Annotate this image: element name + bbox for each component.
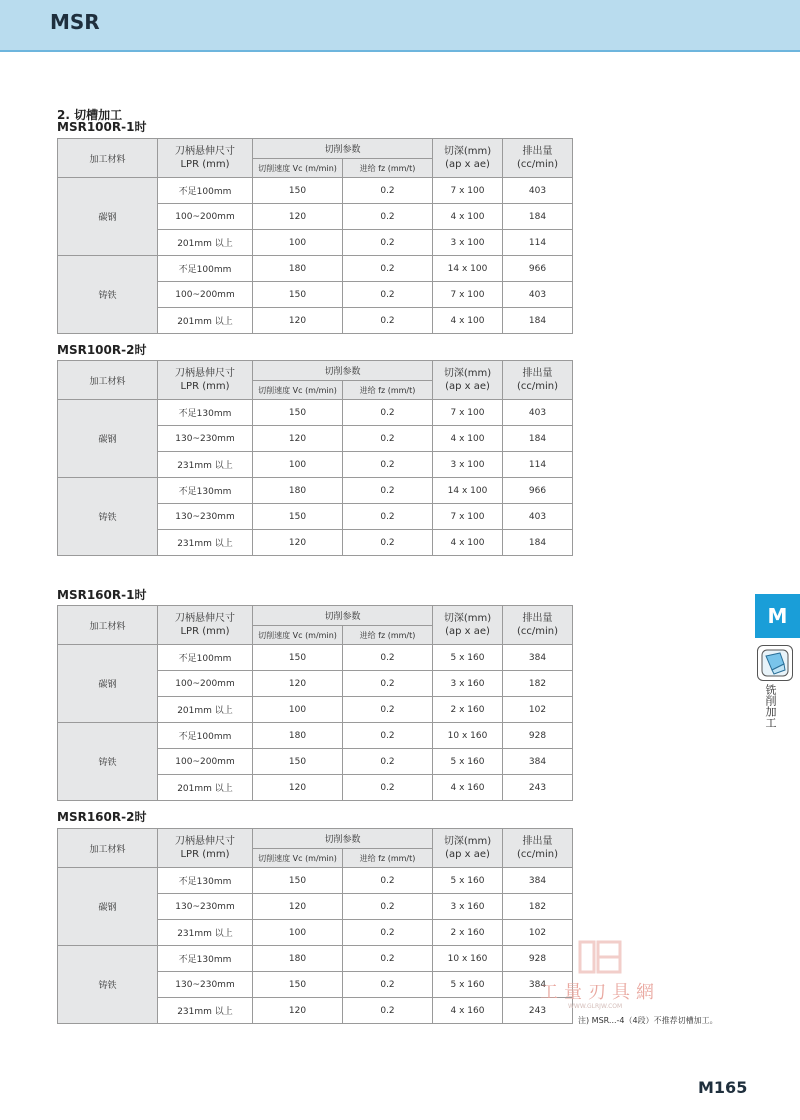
column-header-line: 切深(mm) bbox=[443, 836, 492, 847]
vc-cell: 180 bbox=[253, 723, 343, 749]
column-header-line: 排出量 bbox=[522, 146, 553, 157]
watermark-text: 工量刃具網 bbox=[540, 982, 660, 1003]
output-cell: 403 bbox=[503, 504, 573, 530]
column-header-line: (ap x ae) bbox=[445, 381, 490, 392]
depth-cell: 4 x 160 bbox=[433, 998, 503, 1024]
table-row bbox=[58, 400, 573, 426]
vc-cell: 100 bbox=[253, 230, 343, 256]
lpr-cell: 100~200mm bbox=[158, 749, 253, 775]
depth-cell: 5 x 160 bbox=[433, 645, 503, 671]
lpr-cell: 130~230mm bbox=[158, 894, 253, 920]
column-header-line: (ap x ae) bbox=[445, 626, 490, 637]
vc-cell: 150 bbox=[253, 400, 343, 426]
depth-cell: 7 x 100 bbox=[433, 400, 503, 426]
column-header-line: 排出量 bbox=[522, 613, 553, 624]
fz-header: 进给 fz (mm/t) bbox=[343, 381, 433, 400]
vc-cell: 120 bbox=[253, 426, 343, 452]
fz-cell: 0.2 bbox=[343, 400, 433, 426]
fz-cell: 0.2 bbox=[343, 868, 433, 894]
fz-cell: 0.2 bbox=[343, 946, 433, 972]
lpr-cell: 130~230mm bbox=[158, 972, 253, 998]
lpr-cell: 100~200mm bbox=[158, 671, 253, 697]
material-header: 加工材料 bbox=[58, 361, 158, 400]
depth-cell: 10 x 160 bbox=[433, 723, 503, 749]
output-cell: 114 bbox=[503, 230, 573, 256]
vc-header: 切削速度 Vc (m/min) bbox=[253, 381, 343, 400]
material-cell: 碳钢 bbox=[58, 868, 158, 946]
column-header-line: 刀柄悬伸尺寸 bbox=[175, 146, 235, 157]
vc-cell: 120 bbox=[253, 671, 343, 697]
side-tab-label: 铣削加工 bbox=[764, 684, 777, 728]
vc-cell: 100 bbox=[253, 697, 343, 723]
material-header: 加工材料 bbox=[58, 829, 158, 868]
vc-cell: 150 bbox=[253, 868, 343, 894]
column-header-line: LPR (mm) bbox=[180, 159, 230, 170]
column-header-line: 刀柄悬伸尺寸 bbox=[175, 613, 235, 624]
fz-cell: 0.2 bbox=[343, 426, 433, 452]
table-row bbox=[58, 645, 573, 671]
depth-header bbox=[433, 829, 503, 868]
depth-header bbox=[433, 606, 503, 645]
lpr-cell: 201mm 以上 bbox=[158, 308, 253, 334]
lpr-header bbox=[158, 829, 253, 868]
column-header-line: (cc/min) bbox=[517, 159, 559, 170]
vc-cell: 120 bbox=[253, 530, 343, 556]
output-cell: 243 bbox=[503, 998, 573, 1024]
material-cell: 铸铁 bbox=[58, 256, 158, 334]
fz-header: 进给 fz (mm/t) bbox=[343, 626, 433, 645]
lpr-header bbox=[158, 139, 253, 178]
depth-cell: 2 x 160 bbox=[433, 697, 503, 723]
vc-cell: 120 bbox=[253, 998, 343, 1024]
output-cell: 102 bbox=[503, 697, 573, 723]
depth-cell: 4 x 100 bbox=[433, 426, 503, 452]
output-cell: 384 bbox=[503, 972, 573, 998]
header-title: MSR bbox=[50, 10, 100, 34]
column-header-line: LPR (mm) bbox=[180, 381, 230, 392]
vc-cell: 180 bbox=[253, 946, 343, 972]
cutting-params-header: 切削参数 bbox=[253, 139, 433, 159]
output-cell: 182 bbox=[503, 671, 573, 697]
column-header-line: (cc/min) bbox=[517, 381, 559, 392]
fz-cell: 0.2 bbox=[343, 894, 433, 920]
lpr-cell: 不足100mm bbox=[158, 256, 253, 282]
fz-cell: 0.2 bbox=[343, 723, 433, 749]
fz-cell: 0.2 bbox=[343, 920, 433, 946]
depth-cell: 14 x 100 bbox=[433, 478, 503, 504]
fz-cell: 0.2 bbox=[343, 504, 433, 530]
lpr-cell: 100~200mm bbox=[158, 282, 253, 308]
section-heading: 2. 切槽加工 bbox=[57, 108, 123, 122]
material-cell: 铸铁 bbox=[58, 478, 158, 556]
material-header: 加工材料 bbox=[58, 606, 158, 645]
output-cell: 966 bbox=[503, 478, 573, 504]
output-cell: 928 bbox=[503, 946, 573, 972]
vc-cell: 150 bbox=[253, 645, 343, 671]
table-title: MSR100R-2时 bbox=[57, 343, 147, 357]
depth-cell: 10 x 160 bbox=[433, 946, 503, 972]
depth-cell: 7 x 100 bbox=[433, 504, 503, 530]
vc-cell: 150 bbox=[253, 282, 343, 308]
material-cell: 铸铁 bbox=[58, 723, 158, 801]
table-row bbox=[58, 946, 573, 972]
output-header bbox=[503, 606, 573, 645]
output-cell: 403 bbox=[503, 282, 573, 308]
page-header bbox=[0, 0, 800, 52]
depth-cell: 5 x 160 bbox=[433, 868, 503, 894]
fz-header: 进给 fz (mm/t) bbox=[343, 159, 433, 178]
footnote: 注) MSR...-4（4段）不推荐切槽加工。 bbox=[578, 1016, 718, 1025]
table-row bbox=[58, 868, 573, 894]
output-cell: 184 bbox=[503, 530, 573, 556]
output-cell: 384 bbox=[503, 868, 573, 894]
output-cell: 928 bbox=[503, 723, 573, 749]
depth-cell: 3 x 100 bbox=[433, 230, 503, 256]
fz-cell: 0.2 bbox=[343, 178, 433, 204]
fz-cell: 0.2 bbox=[343, 645, 433, 671]
output-header bbox=[503, 829, 573, 868]
column-header-line: LPR (mm) bbox=[180, 626, 230, 637]
lpr-cell: 231mm 以上 bbox=[158, 920, 253, 946]
lpr-cell: 201mm 以上 bbox=[158, 775, 253, 801]
lpr-cell: 不足130mm bbox=[158, 946, 253, 972]
output-cell: 384 bbox=[503, 749, 573, 775]
fz-cell: 0.2 bbox=[343, 452, 433, 478]
fz-cell: 0.2 bbox=[343, 204, 433, 230]
depth-cell: 3 x 160 bbox=[433, 671, 503, 697]
vc-cell: 120 bbox=[253, 775, 343, 801]
output-header bbox=[503, 139, 573, 178]
depth-cell: 2 x 160 bbox=[433, 920, 503, 946]
vc-cell: 120 bbox=[253, 204, 343, 230]
lpr-cell: 231mm 以上 bbox=[158, 452, 253, 478]
depth-cell: 14 x 100 bbox=[433, 256, 503, 282]
table-title: MSR160R-1时 bbox=[57, 588, 147, 602]
fz-cell: 0.2 bbox=[343, 530, 433, 556]
spec-table bbox=[57, 828, 573, 1024]
vc-cell: 100 bbox=[253, 920, 343, 946]
output-cell: 403 bbox=[503, 400, 573, 426]
output-header bbox=[503, 361, 573, 400]
column-header-line: 切深(mm) bbox=[443, 613, 492, 624]
vc-header: 切削速度 Vc (m/min) bbox=[253, 159, 343, 178]
vc-cell: 150 bbox=[253, 504, 343, 530]
output-cell: 403 bbox=[503, 178, 573, 204]
output-cell: 114 bbox=[503, 452, 573, 478]
fz-cell: 0.2 bbox=[343, 478, 433, 504]
spec-table bbox=[57, 360, 573, 556]
output-cell: 182 bbox=[503, 894, 573, 920]
vc-cell: 100 bbox=[253, 452, 343, 478]
output-cell: 102 bbox=[503, 920, 573, 946]
column-header-line: 排出量 bbox=[522, 368, 553, 379]
column-header-line: LPR (mm) bbox=[180, 849, 230, 860]
output-cell: 184 bbox=[503, 308, 573, 334]
vc-cell: 120 bbox=[253, 308, 343, 334]
depth-cell: 5 x 160 bbox=[433, 972, 503, 998]
lpr-cell: 231mm 以上 bbox=[158, 998, 253, 1024]
material-cell: 碳钢 bbox=[58, 645, 158, 723]
page-number: M165 bbox=[698, 1078, 748, 1097]
depth-cell: 7 x 100 bbox=[433, 178, 503, 204]
fz-cell: 0.2 bbox=[343, 998, 433, 1024]
depth-header bbox=[433, 139, 503, 178]
fz-cell: 0.2 bbox=[343, 671, 433, 697]
fz-cell: 0.2 bbox=[343, 256, 433, 282]
output-cell: 966 bbox=[503, 256, 573, 282]
depth-cell: 3 x 100 bbox=[433, 452, 503, 478]
table-row bbox=[58, 178, 573, 204]
table-row bbox=[58, 256, 573, 282]
column-header-line: (ap x ae) bbox=[445, 849, 490, 860]
fz-cell: 0.2 bbox=[343, 972, 433, 998]
vc-header: 切削速度 Vc (m/min) bbox=[253, 626, 343, 645]
vc-cell: 150 bbox=[253, 178, 343, 204]
lpr-cell: 不足130mm bbox=[158, 400, 253, 426]
watermark-url: WWW.GLRJW.COM bbox=[568, 1003, 623, 1010]
column-header-line: (cc/min) bbox=[517, 849, 559, 860]
lpr-cell: 不足100mm bbox=[158, 178, 253, 204]
output-cell: 384 bbox=[503, 645, 573, 671]
column-header-line: 切深(mm) bbox=[443, 368, 492, 379]
lpr-cell: 不足130mm bbox=[158, 868, 253, 894]
milling-cutter-icon bbox=[757, 645, 793, 681]
column-header-line: (ap x ae) bbox=[445, 159, 490, 170]
vc-cell: 150 bbox=[253, 972, 343, 998]
vc-cell: 120 bbox=[253, 894, 343, 920]
lpr-header bbox=[158, 361, 253, 400]
output-cell: 243 bbox=[503, 775, 573, 801]
lpr-cell: 100~200mm bbox=[158, 204, 253, 230]
cutting-params-header: 切削参数 bbox=[253, 606, 433, 626]
table-title: MSR160R-2时 bbox=[57, 810, 147, 824]
lpr-cell: 130~230mm bbox=[158, 426, 253, 452]
lpr-cell: 不足100mm bbox=[158, 645, 253, 671]
depth-header bbox=[433, 361, 503, 400]
depth-cell: 7 x 100 bbox=[433, 282, 503, 308]
material-cell: 碳钢 bbox=[58, 400, 158, 478]
material-cell: 碳钢 bbox=[58, 178, 158, 256]
column-header-line: 刀柄悬伸尺寸 bbox=[175, 368, 235, 379]
table-title: MSR100R-1时 bbox=[57, 120, 147, 134]
cutting-params-header: 切削参数 bbox=[253, 361, 433, 381]
column-header-line: 排出量 bbox=[522, 836, 553, 847]
vc-cell: 180 bbox=[253, 256, 343, 282]
column-header-line: (cc/min) bbox=[517, 626, 559, 637]
spec-table bbox=[57, 605, 573, 801]
column-header-line: 刀柄悬伸尺寸 bbox=[175, 836, 235, 847]
vc-header: 切削速度 Vc (m/min) bbox=[253, 849, 343, 868]
fz-cell: 0.2 bbox=[343, 697, 433, 723]
depth-cell: 4 x 100 bbox=[433, 530, 503, 556]
fz-cell: 0.2 bbox=[343, 775, 433, 801]
vc-cell: 180 bbox=[253, 478, 343, 504]
column-header-line: 切深(mm) bbox=[443, 146, 492, 157]
lpr-header bbox=[158, 606, 253, 645]
output-cell: 184 bbox=[503, 426, 573, 452]
fz-cell: 0.2 bbox=[343, 308, 433, 334]
fz-cell: 0.2 bbox=[343, 749, 433, 775]
fz-cell: 0.2 bbox=[343, 230, 433, 256]
table-row bbox=[58, 478, 573, 504]
depth-cell: 3 x 160 bbox=[433, 894, 503, 920]
lpr-cell: 201mm 以上 bbox=[158, 230, 253, 256]
lpr-cell: 130~230mm bbox=[158, 504, 253, 530]
fz-header: 进给 fz (mm/t) bbox=[343, 849, 433, 868]
material-header: 加工材料 bbox=[58, 139, 158, 178]
table-row bbox=[58, 723, 573, 749]
depth-cell: 4 x 100 bbox=[433, 204, 503, 230]
lpr-cell: 不足130mm bbox=[158, 478, 253, 504]
depth-cell: 5 x 160 bbox=[433, 749, 503, 775]
material-cell: 铸铁 bbox=[58, 946, 158, 1024]
depth-cell: 4 x 100 bbox=[433, 308, 503, 334]
side-tab-m[interactable]: M bbox=[755, 594, 800, 638]
lpr-cell: 201mm 以上 bbox=[158, 697, 253, 723]
vc-cell: 150 bbox=[253, 749, 343, 775]
lpr-cell: 231mm 以上 bbox=[158, 530, 253, 556]
output-cell: 184 bbox=[503, 204, 573, 230]
lpr-cell: 不足100mm bbox=[158, 723, 253, 749]
depth-cell: 4 x 160 bbox=[433, 775, 503, 801]
cutting-params-header: 切削参数 bbox=[253, 829, 433, 849]
spec-table bbox=[57, 138, 573, 334]
fz-cell: 0.2 bbox=[343, 282, 433, 308]
